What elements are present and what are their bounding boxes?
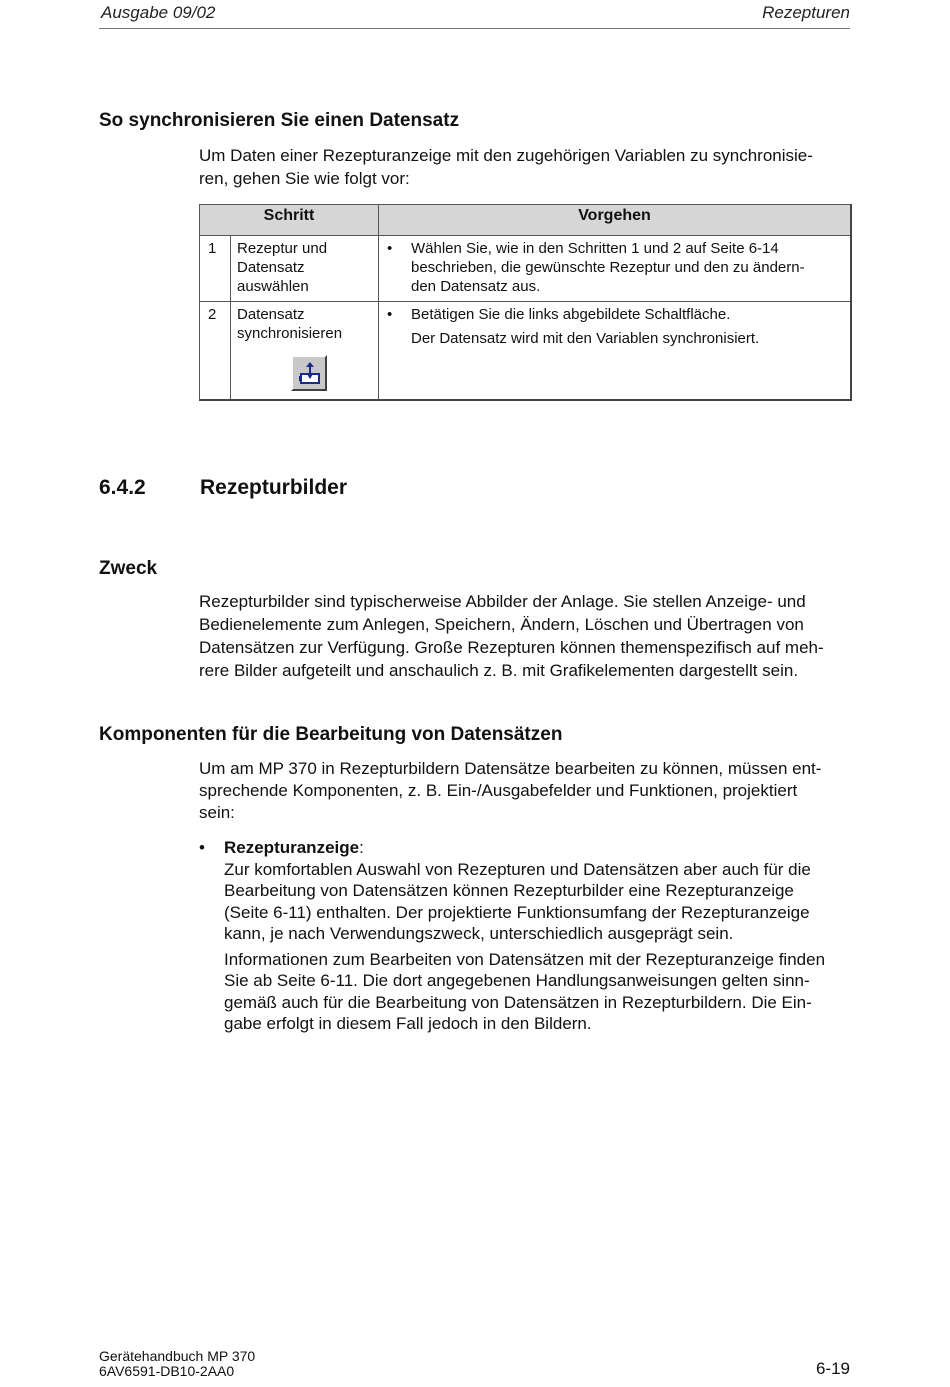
step-label-line: Rezeptur und — [237, 240, 328, 257]
step-label-line: synchronisieren — [237, 325, 343, 342]
step-number: 1 — [200, 236, 231, 302]
table-header-row — [200, 205, 852, 236]
list-item-title — [224, 837, 825, 859]
paragraph-line: kann, je nach Verwendungszweck, unterschiedlich ausgeprägt sein. — [224, 924, 734, 943]
step-label — [231, 236, 379, 302]
paragraph-line: Bedienelemente zum Anlegen, Speichern, Ändern, Löschen und Übertragen von — [199, 615, 804, 634]
intro-line: ren, gehen Sie wie folgt vor: — [199, 169, 410, 188]
paragraph-line: Sie ab Seite 6-11. Die dort angegebenen Handlungsanweisungen gelten sinn- — [224, 971, 810, 990]
procedure-bullet — [387, 305, 840, 324]
procedure-line: den Datensatz aus. — [411, 278, 541, 295]
purpose-heading: Zweck — [99, 558, 158, 579]
bullet-marker: • — [387, 306, 393, 323]
paragraph-line: (Seite 6-11) enthalten. Der projektierte Funktionsumfang der Rezepturanzeige — [224, 902, 810, 922]
purpose-paragraph — [199, 590, 824, 682]
procedure-line: beschrieben, die gewünschte Rezeptur und den zu ändern- — [411, 259, 805, 276]
header-divider — [99, 28, 850, 29]
bullet-marker: • — [199, 838, 205, 857]
procedure-bullet — [387, 239, 840, 296]
intro-line: Um Daten einer Rezepturanzeige mit den zugehörigen Variablen zu synchronisie- — [199, 146, 813, 165]
step-label-line: Datensatz — [237, 306, 305, 323]
components-heading: Komponenten für die Bearbeitung von Datensätzen — [99, 724, 563, 745]
paragraph-line: Informationen zum Bearbeiten von Datensätzen mit der Rezepturanzeige finden — [224, 949, 826, 969]
paragraph-line: sein: — [199, 803, 235, 822]
paragraph-line: gabe erfolgt in diesem Fall jedoch in den Bildern. — [224, 1014, 592, 1033]
header-edition: Ausgabe 09/02 — [101, 3, 216, 22]
paragraph-line: Rezepturbilder sind typischerweise Abbilder der Anlage. Sie stellen Anzeige- und — [199, 592, 806, 611]
term-recipe-view: Rezepturanzeige — [224, 838, 360, 857]
list-item — [199, 837, 825, 1035]
paragraph-line: rere Bilder aufgeteilt und anschaulich z. B. mit Grafikelementen dargestellt sein. — [199, 661, 799, 680]
components-intro — [199, 758, 821, 824]
section-number: 6.4.2 — [99, 476, 146, 499]
header-chapter: Rezepturen — [762, 3, 850, 22]
procedure-table — [199, 204, 852, 401]
procedure-cell — [379, 236, 852, 302]
page-number: 6-19 — [815, 1359, 850, 1378]
paragraph-line: Zur komfortablen Auswahl von Rezepturen und Datensätzen aber auch für die — [224, 859, 811, 879]
bullet-marker: • — [387, 240, 393, 257]
paragraph-line: Um am MP 370 in Rezepturbildern Datensätze bearbeiten zu können, müssen ent- — [199, 759, 822, 778]
column-header-procedure: Vorgehen — [379, 205, 852, 236]
section-intro — [199, 144, 813, 190]
procedure-note: Der Datensatz wird mit den Variablen synchronisiert. — [411, 330, 760, 347]
footer-manual: Gerätehandbuch MP 370 — [99, 1348, 256, 1364]
paragraph-line: gemäß auch für die Bearbeitung von Datensätzen in Rezepturbildern. Die Ein- — [224, 992, 812, 1012]
section-heading-synchronize: So synchronisieren Sie einen Datensatz — [99, 110, 460, 131]
step-number: 2 — [200, 302, 231, 401]
paragraph-line: Datensätzen zur Verfügung. Große Rezepturen können themenspezifisch auf meh- — [199, 638, 824, 657]
list-item-content — [224, 837, 825, 1035]
paragraph-line: Bearbeitung von Datensätzen können Rezepturbilder eine Rezepturanzeige — [224, 881, 794, 900]
components-list — [199, 837, 825, 1035]
step-label — [231, 302, 379, 401]
table-row — [200, 236, 852, 302]
term-colon: : — [359, 838, 364, 857]
footer-order-number: 6AV6591-DB10-2AA0 — [99, 1363, 235, 1379]
synchronize-record-button[interactable] — [291, 355, 327, 391]
table-row — [200, 302, 852, 401]
procedure-cell — [379, 302, 852, 401]
column-header-step: Schritt — [200, 205, 379, 236]
step-label-line: auswählen — [237, 278, 309, 295]
paragraph-line: sprechende Komponenten, z. B. Ein-/Ausgabefelder und Funktionen, projektiert — [199, 781, 798, 800]
section-title: Rezepturbilder — [200, 476, 348, 499]
procedure-text: Betätigen Sie die links abgebildete Schaltfläche. — [411, 306, 731, 323]
procedure-text — [411, 239, 805, 296]
step-label-line: Datensatz — [237, 259, 305, 276]
synchronize-record-icon — [297, 360, 323, 386]
procedure-line: Wählen Sie, wie in den Schritten 1 und 2 auf Seite 6-14 — [411, 240, 779, 257]
